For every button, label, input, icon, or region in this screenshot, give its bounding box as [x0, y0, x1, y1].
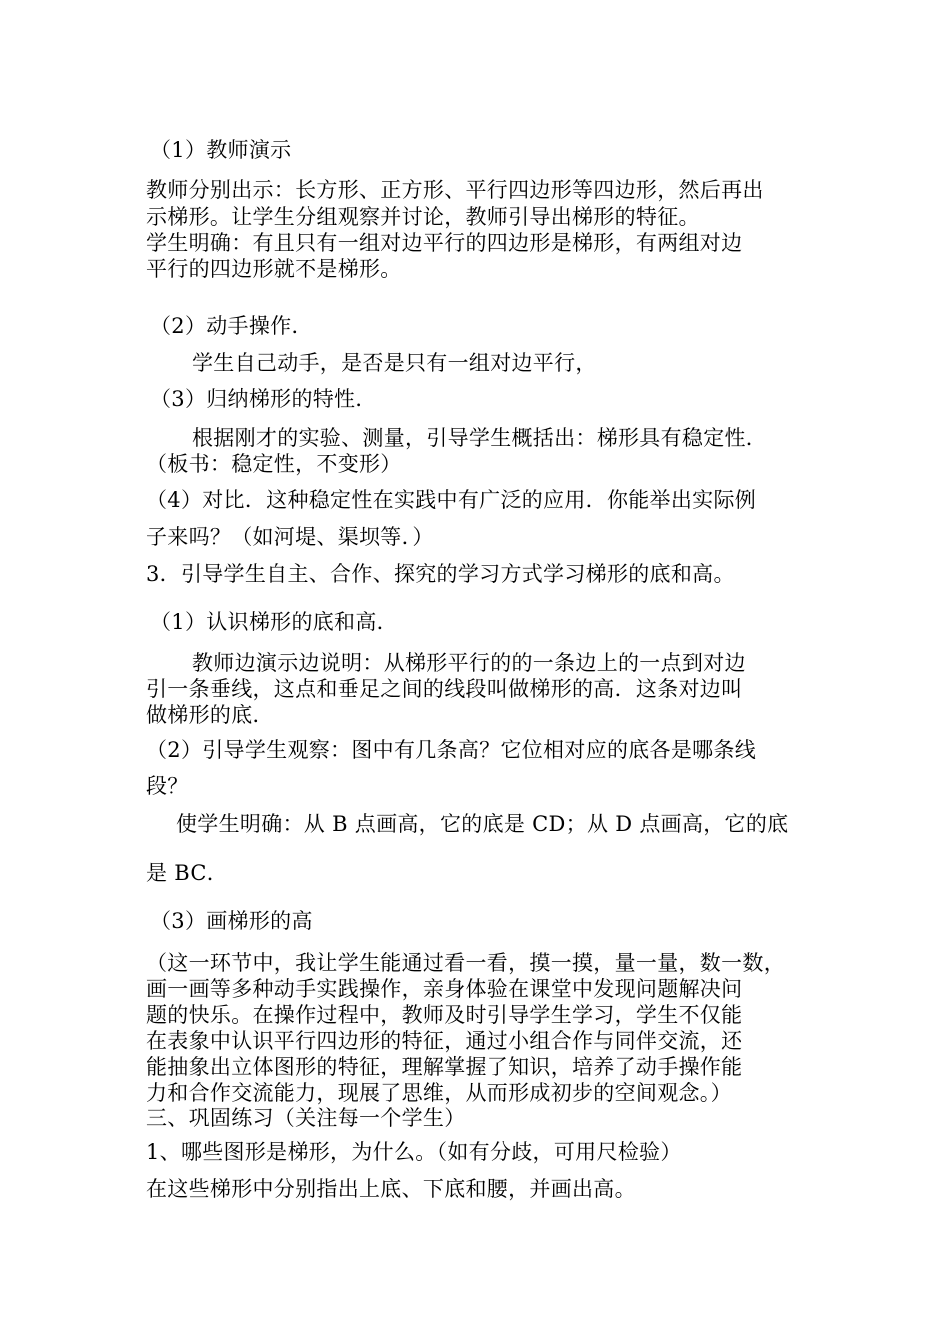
heading-base-height: （1）认识梯形的底和高．: [150, 610, 398, 634]
paragraph-line: 使学生明确：从 B 点画高，它的底是 CD；从 D 点画高，它的底: [176, 812, 789, 836]
heading-teacher-demo: （1）教师演示: [150, 138, 292, 162]
section-heading-3: 3．引导学生自主、合作、探究的学习方式学习梯形的底和高。: [146, 562, 735, 586]
paragraph-line: 1、哪些图形是梯形，为什么。（如有分歧，可用尺检验）: [146, 1140, 682, 1164]
paragraph-line: 平行的四边形就不是梯形。: [146, 257, 402, 281]
paragraph-line: 根据刚才的实验、测量，引导学生概括出：梯形具有稳定性．: [192, 426, 768, 450]
paragraph-line: 能抽象出立体图形的特征，理解掌握了知识，培养了动手操作能: [146, 1055, 743, 1079]
paragraph-line: （4）对比．这种稳定性在实践中有广泛的应用．你能举出实际例: [146, 488, 757, 512]
paragraph-line: （这一环节中，我让学生能通过看一看，摸一摸，量一量，数一数，: [146, 951, 785, 975]
section-heading-practice: 三、巩固练习（关注每一个学生）: [146, 1106, 466, 1130]
paragraph-line: 段？: [146, 774, 189, 798]
heading-hands-on: （2）动手操作．: [150, 314, 313, 338]
paragraph-line: 题的快乐。在操作过程中，教师及时引导学生学习，学生不仅能: [146, 1003, 743, 1027]
heading-draw-height: （3）画梯形的高: [150, 909, 313, 933]
paragraph-line: 做梯形的底．: [146, 703, 274, 727]
paragraph-line: 力和合作交流能力，现展了思维，从而形成初步的空间观念。）: [146, 1081, 732, 1105]
paragraph-line: 示梯形。让学生分组观察并讨论，教师引导出梯形的特征。: [146, 205, 700, 229]
paragraph-line: 是 BC．: [146, 861, 229, 885]
paragraph-line: （板书：稳定性，不变形）: [146, 452, 402, 476]
paragraph-line: （2）引导学生观察：图中有几条高？它位相对应的底各是哪条线: [146, 738, 757, 762]
paragraph-line: 学生明确：有且只有一组对边平行的四边形是梯形，有两组对边: [146, 231, 743, 255]
paragraph-line: 学生自己动手，是否是只有一组对边平行，: [192, 351, 597, 375]
heading-summarize: （3）归纳梯形的特性．: [150, 387, 377, 411]
paragraph-line: 教师边演示边说明：从梯形平行的的一条边上的一点到对边: [192, 651, 746, 675]
paragraph-line: 教师分别出示：长方形、正方形、平行四边形等四边形，然后再出: [146, 178, 764, 202]
paragraph-line: 画一画等多种动手实践操作，亲身体验在课堂中发现问题解决问: [146, 977, 743, 1001]
paragraph-line: 子来吗？（如河堤、渠坝等．）: [146, 525, 434, 549]
paragraph-line: 引一条垂线，这点和垂足之间的线段叫做梯形的高．这条对边叫: [146, 677, 743, 701]
paragraph-line: 在这些梯形中分别指出上底、下底和腰，并画出高。: [146, 1177, 636, 1201]
paragraph-line: 在表象中认识平行四边形的特征，通过小组合作与同伴交流，还: [146, 1029, 743, 1053]
